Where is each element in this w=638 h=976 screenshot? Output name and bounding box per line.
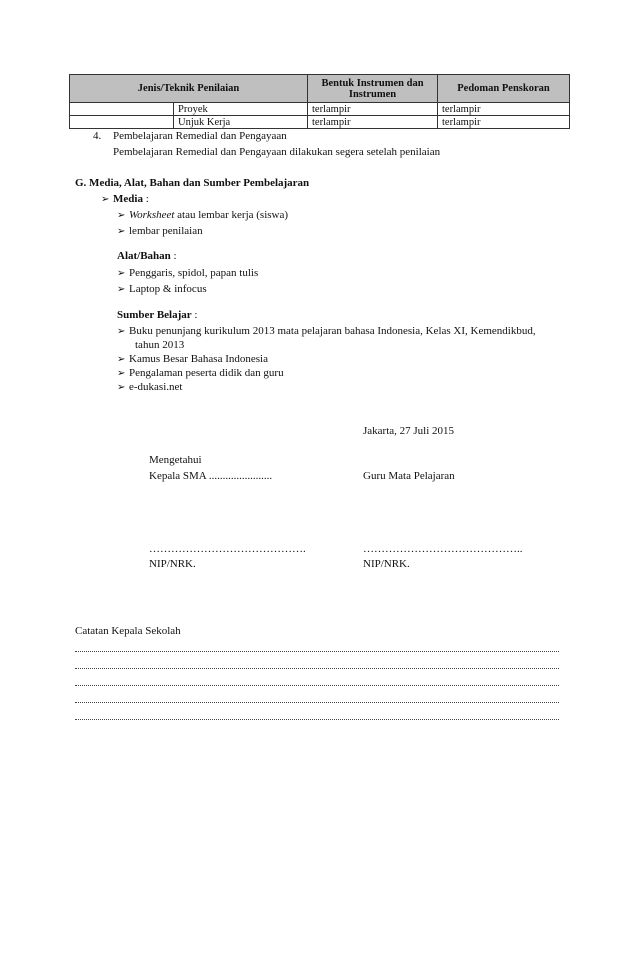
sources-item: Buku penunjang kurikulum 2013 mata pelajaran bahasa Indonesia, Kelas XI, Kemendikbud,: [129, 325, 536, 337]
table-row: [70, 103, 570, 116]
arrow-bullet-icon: ➢: [101, 194, 110, 205]
acknowledged-label: Mengetahui: [149, 454, 202, 466]
arrow-bullet-icon: ➢: [117, 354, 126, 365]
table-cell-empty: [70, 103, 174, 116]
table-cell-technique: Unjuk Kerja: [174, 116, 308, 129]
table-header-row: [70, 75, 570, 103]
arrow-bullet-icon: ➢: [117, 382, 126, 393]
sources-item: Kamus Besar Bahasa Indonesia: [129, 353, 268, 365]
tools-heading: [117, 250, 177, 262]
notes-dotted-line: [75, 651, 559, 652]
table-cell-form: terlampir: [308, 116, 438, 129]
remedial-number: 4.: [93, 130, 102, 142]
sources-label: Sumber Belajar: [117, 309, 192, 321]
sources-item: e-dukasi.net: [129, 381, 183, 393]
remedial-text: Pembelajaran Remedial dan Pengayaan dilakukan segera setelah penilaian: [113, 146, 441, 158]
list-item: [117, 267, 258, 279]
table-cell-guide: terlampir: [438, 116, 570, 129]
tools-item: Laptop & infocus: [129, 283, 207, 295]
list-item: [117, 381, 182, 393]
colon: :: [170, 250, 177, 262]
list-item: [117, 325, 536, 337]
list-item: [117, 353, 268, 365]
media-item-italic: Worksheet: [129, 209, 175, 221]
sources-item: Pengalaman peserta didik dan guru: [129, 367, 284, 379]
teacher-signature-line: ……………………………………..: [363, 543, 523, 555]
section-g-title: G. Media, Alat, Bahan dan Sumber Pembelajaran: [75, 177, 310, 189]
media-item-text: lembar penilaian: [129, 225, 203, 237]
table-row: [70, 116, 570, 129]
principal-signature-line: …………………………………….: [149, 543, 306, 555]
table-cell-technique: Proyek: [174, 103, 308, 116]
notes-dotted-line: [75, 668, 559, 669]
list-item: [117, 367, 284, 379]
header-instrument: Bentuk Instrumen dan Instrumen: [308, 75, 438, 103]
list-item: [117, 225, 203, 237]
place-date: Jakarta, 27 Juli 2015: [363, 425, 455, 437]
teacher-nip: NIP/NRK.: [363, 558, 410, 570]
header-scoring-guide: Pedoman Penskoran: [438, 75, 570, 103]
media-item-text: atau lembar kerja (siswa): [174, 209, 289, 221]
teacher-title: Guru Mata Pelajaran: [363, 470, 455, 482]
header-technique: Jenis/Teknik Penilaian: [70, 75, 308, 103]
colon: :: [142, 193, 149, 205]
arrow-bullet-icon: ➢: [117, 268, 126, 279]
notes-dotted-line: [75, 685, 559, 686]
list-item: [117, 209, 288, 221]
notes-dotted-line: [75, 719, 559, 720]
table-cell-guide: terlampir: [438, 103, 570, 116]
notes-title: Catatan Kepala Sekolah: [75, 625, 181, 637]
sources-heading: [117, 309, 197, 321]
principal-title: Kepala SMA .......................: [149, 470, 273, 482]
list-item: [117, 283, 207, 295]
tools-item: Penggaris, spidol, papan tulis: [129, 267, 259, 279]
tools-label: Alat/Bahan: [117, 250, 171, 262]
arrow-bullet-icon: ➢: [117, 368, 126, 379]
media-heading: [101, 193, 149, 205]
media-label: Media: [113, 193, 143, 205]
table-cell-form: terlampir: [308, 103, 438, 116]
colon: :: [191, 309, 198, 321]
arrow-bullet-icon: ➢: [117, 284, 126, 295]
arrow-bullet-icon: ➢: [117, 210, 126, 221]
arrow-bullet-icon: ➢: [117, 226, 126, 237]
table-cell-empty: [70, 116, 174, 129]
sources-item-continuation: tahun 2013: [135, 339, 185, 351]
notes-dotted-line: [75, 702, 559, 703]
remedial-title: Pembelajaran Remedial dan Pengayaan: [113, 130, 287, 142]
principal-nip: NIP/NRK.: [149, 558, 196, 570]
arrow-bullet-icon: ➢: [117, 326, 126, 337]
assessment-table: [69, 74, 570, 129]
